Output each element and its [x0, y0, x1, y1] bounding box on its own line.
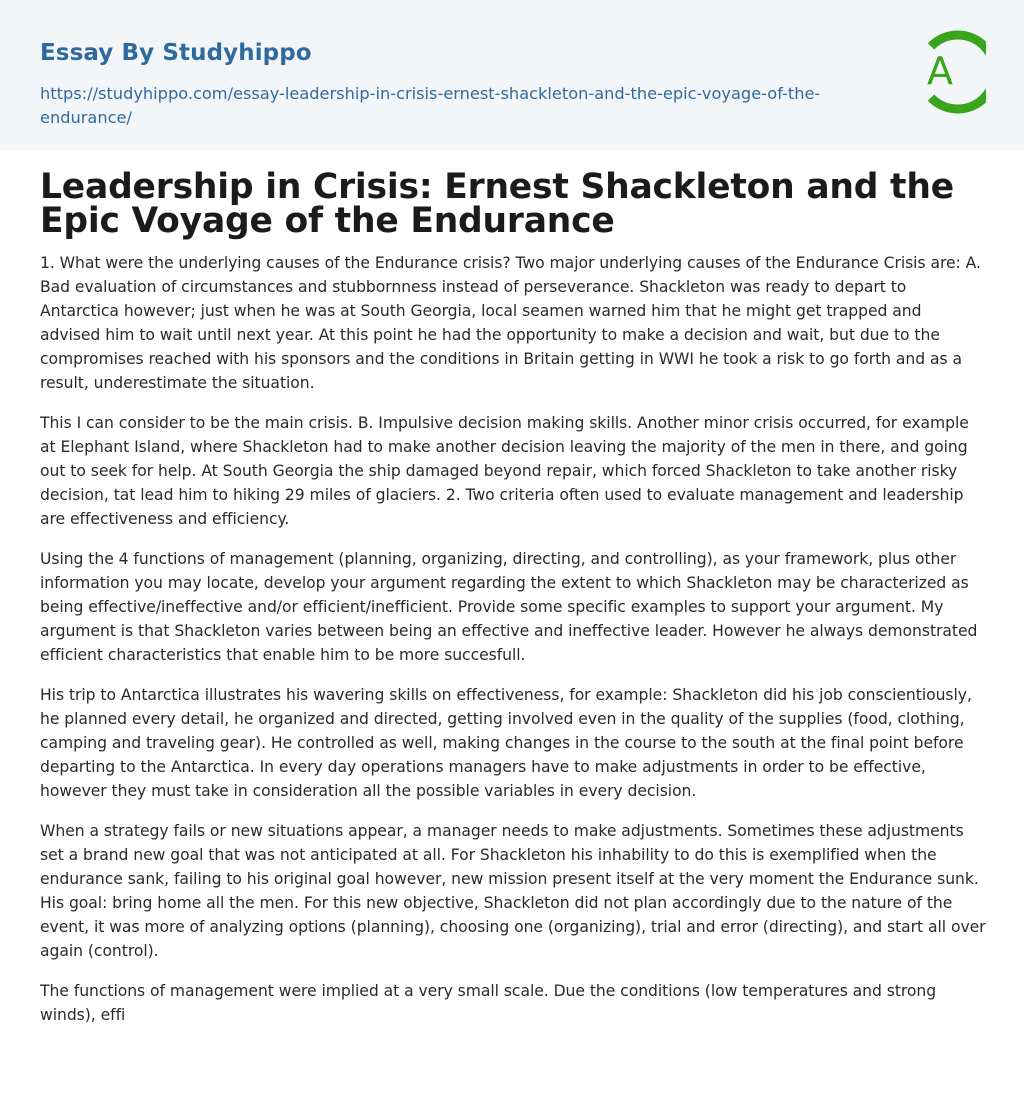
essay-paragraph-1: 1. What were the underlying causes of the Endurance crisis? Two major underlying causes of the Endurance Crisis are: A. Bad evaluation of circumstances and stubbornness instead of perseverance. Shackleton was ready to depart to Antarctica however; just when he was at South Georgia, local seamen warned him that he might get trapped and advised him to wait until next year. At this point he had the opportunity to make a decision and wait, but due to the compromises reached with his sponsors and the conditions in Britain getting in WWI he took a risk to go forth and as a result, underestimate the situation.: [40, 254, 981, 392]
studyhippo-logo-icon[interactable]: [912, 30, 986, 114]
essay-content: [40, 167, 986, 1043]
essay-paragraph-6: The functions of management were implied at a very small scale. Due the conditions (low temperatures and strong winds), effi: [40, 982, 937, 1024]
essay-paragraph-3: Using the 4 functions of management (planning, organizing, directing, and controlling), as your framework, plus other information you may locate, develop your argument regarding the extent to which Shackleton may be characterized as being effective/ineffective and/or efficient/inefficient. Provide some specific examples to support your argument. My argument is that Shackleton varies between being an effective and ineffective leader. However he always demonstrated efficient characteristics that enable him to be more succesfull.: [40, 550, 978, 664]
essay-paragraph-4: His trip to Antarctica illustrates his wavering skills on effectiveness, for example: Shackleton did his job conscientiously, he planned every detail, he organized and directed, getting involved even in the quality of the supplies (food, clothing, camping and traveling gear). He controlled as well, making changes in the course to the south at the final point before departing to the Antarctica. In every day operations managers have to make adjustments in order to be effective, however they must take in consideration all the possible variables in every decision.: [40, 686, 972, 800]
essay-paragraph-2: This I can consider to be the main crisis. B. Impulsive decision making skills. Another minor crisis occurred, for example at Elephant Island, where Shackleton had to make another decision leaving the majority of the men in there, and going out to seek for help. At South Georgia the ship damaged beyond repair, which forced Shackleton to take another risky decision, tat lead him to hiking 29 miles of glaciers. 2. Two criteria often used to evaluate management and leadership are effectiveness and efficiency.: [40, 414, 969, 528]
essay-title: Leadership in Crisis: Ernest Shackleton and the Epic Voyage of the Endurance: [40, 167, 954, 241]
essay-paragraph-5: When a strategy fails or new situations appear, a manager needs to make adjustments. Sometimes these adjustments set a brand new goal that was not anticipated at all. For Shackleton his inhability to do this is exemplified when the endurance sank, failing to his original goal however, new mission present itself at the very moment the Endurance sunk. His goal: bring home all the men. For this new objective, Shackleton did not plan accordingly due to the nature of the event, it was more of analyzing options (planning), choosing one (organizing), trial and error (directing), and start all over again (control).: [40, 822, 986, 960]
site-header: [0, 0, 1024, 150]
source-url-link[interactable]: https://studyhippo.com/essay-leadership-in-crisis-ernest-shackleton-and-the-epic-voyage-of-the-endurance/: [40, 84, 821, 127]
site-brand[interactable]: Essay By Studyhippo: [40, 40, 312, 66]
logo-letter: A: [927, 49, 953, 93]
